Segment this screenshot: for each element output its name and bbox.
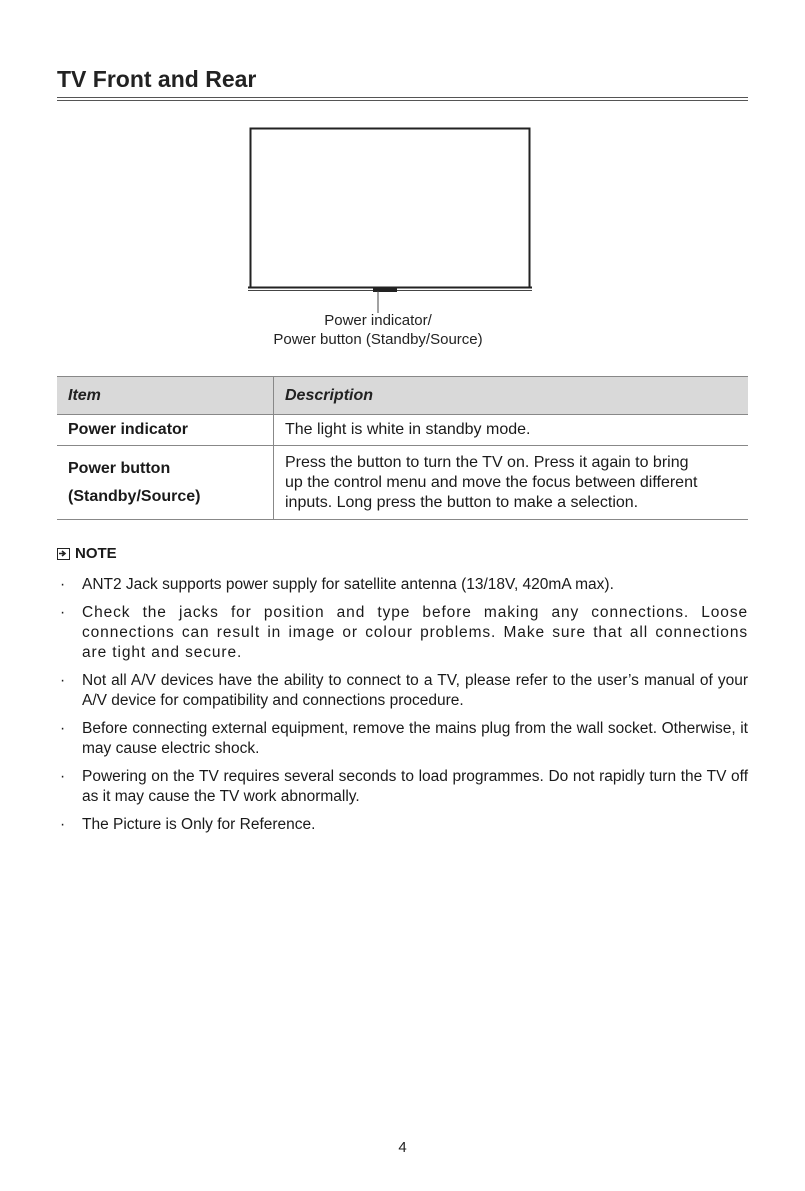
caption-line-1: Power indicator/ <box>324 312 432 329</box>
item-cell <box>57 446 274 520</box>
description-line: up the control menu and move the focus between different <box>285 473 698 491</box>
item-line: Power button <box>68 459 171 477</box>
note-text: Before connecting external equipment, remove the mains plug from the wall socket. Otherwise, it may cause electric shock. <box>82 720 748 757</box>
note-text: ANT2 Jack supports power supply for satellite antenna (13/18V, 420mA max). <box>82 576 614 593</box>
tv-screen <box>251 129 530 288</box>
note-text: Powering on the TV requires several seconds to load programmes. Do not rapidly turn the TV off as it may cause the TV work abnormally. <box>82 768 748 805</box>
note-text: The Picture is Only for Reference. <box>82 816 316 833</box>
item-cell: Power indicator <box>57 415 274 446</box>
note-text: Not all A/V devices have the ability to connect to a TV, please refer to the user’s manual of your A/V device for compatibility and connections procedure. <box>82 672 748 709</box>
page-number: 4 <box>398 1139 407 1156</box>
figure-caption <box>200 311 556 349</box>
note-heading <box>57 545 117 562</box>
list-item <box>57 815 748 835</box>
list-item <box>57 719 748 759</box>
column-header-item: Item <box>57 377 274 415</box>
column-header-description: Description <box>274 377 749 415</box>
list-item <box>57 603 748 663</box>
bullet: · <box>60 604 66 621</box>
note-arrow-icon <box>57 548 70 560</box>
table-row <box>57 415 748 446</box>
bullet: · <box>60 816 66 833</box>
title-rule-top <box>57 97 748 98</box>
note-text: Check the jacks for position and type before making any connections. Loose connections can result in image or colour problems. Make sure that all connections are tight and secure. <box>82 604 748 661</box>
note-title: NOTE <box>75 545 117 562</box>
description-cell: The light is white in standby mode. <box>274 415 749 446</box>
bullet: · <box>60 576 66 593</box>
description-line: Press the button to turn the TV on. Press it again to bring <box>285 453 689 471</box>
title-rule-bottom <box>57 100 748 101</box>
note-list <box>57 575 748 843</box>
caption-line-2: Power button (Standby/Source) <box>273 331 483 348</box>
item-line: (Standby/Source) <box>68 487 201 505</box>
power-indicator-mark <box>373 288 397 292</box>
description-cell <box>274 446 749 520</box>
list-item <box>57 575 748 595</box>
table-row <box>57 446 748 520</box>
list-item <box>57 671 748 711</box>
spec-table <box>57 376 748 520</box>
page-title: TV Front and Rear <box>57 66 257 92</box>
bullet: · <box>60 768 66 785</box>
bullet: · <box>60 672 66 689</box>
description-line: inputs. Long press the button to make a selection. <box>285 493 639 511</box>
list-item <box>57 767 748 807</box>
bullet: · <box>60 720 66 737</box>
